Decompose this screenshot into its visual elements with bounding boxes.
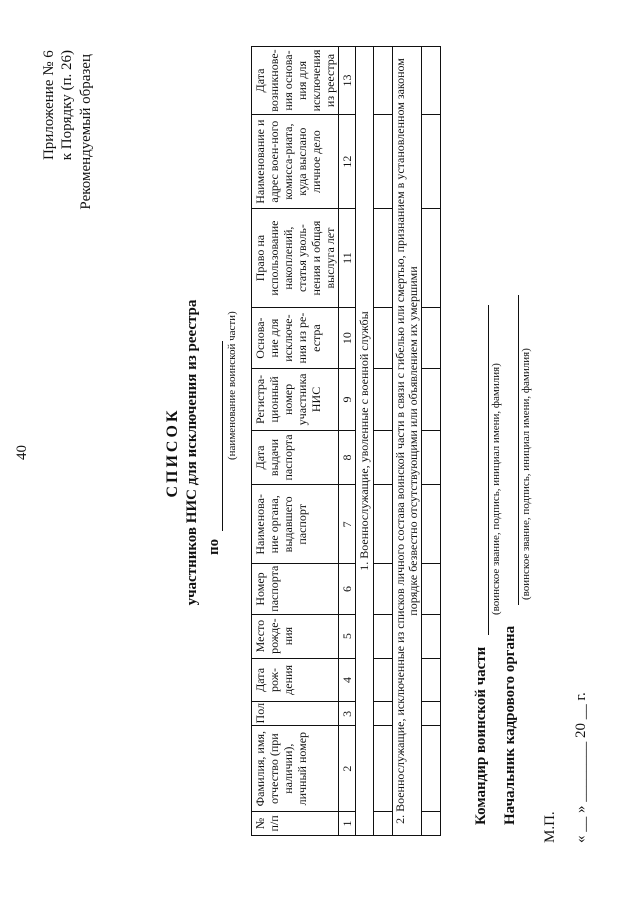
table-cell[interactable] (422, 658, 441, 702)
appendix-line-2: к Порядку (п. 26) (59, 50, 75, 161)
table-cell[interactable] (374, 47, 393, 115)
commander-hint: (воинское звание, подпись, инициал имени, фамилия) (490, 363, 502, 615)
table-cell[interactable] (422, 369, 441, 430)
table-cell[interactable] (422, 307, 441, 368)
header-cell: Фамилия, имя, отчество (при наличии), личный номер (252, 726, 339, 811)
hr-hint: (воинское звание, подпись, инициал имени, фамилия) (520, 348, 532, 600)
header-cell: Основа-ние для исключе-ния из ре-естра (252, 307, 339, 368)
unit-hint: (наименование воинской части) (226, 311, 238, 460)
column-number: 8 (339, 430, 356, 485)
header-cell: Дата рож-дения (252, 658, 339, 702)
header-cell: Дата возникнове-ния основа-ния для исключения из реестра (252, 47, 339, 115)
table-cell[interactable] (374, 369, 393, 430)
column-number: 11 (339, 209, 356, 308)
unit-name-line (208, 341, 223, 531)
table-cell[interactable] (374, 485, 393, 564)
commander-signature-line (488, 305, 489, 635)
header-cell: Место рожде-ния (252, 614, 339, 658)
header-cell: Право на использование накоплений, статья уволь-нения и общая выслуга лет (252, 209, 339, 308)
table-cell[interactable] (374, 614, 393, 658)
column-number: 12 (339, 115, 356, 209)
column-number: 13 (339, 47, 356, 115)
appendix-reference (40, 50, 76, 160)
commander-label: Командир воинской части (473, 646, 489, 825)
table-cell[interactable] (374, 811, 393, 835)
header-cell: Пол (252, 702, 339, 726)
table-cell[interactable] (374, 115, 393, 209)
table-cell[interactable] (374, 658, 393, 702)
table-cell[interactable] (422, 811, 441, 835)
table-cell[interactable] (422, 115, 441, 209)
table-cell[interactable] (422, 702, 441, 726)
section-1-heading: 1. Военнослужащие, уволенные с военной службы (356, 47, 374, 836)
table-cell[interactable] (422, 209, 441, 308)
column-number: 3 (339, 702, 356, 726)
table-cell[interactable] (422, 614, 441, 658)
table-cell[interactable] (422, 430, 441, 485)
unit-byline (206, 341, 223, 555)
table-cell[interactable] (374, 564, 393, 614)
table-row (422, 47, 441, 836)
table-cell[interactable] (374, 726, 393, 811)
section-2-heading: 2. Военнослужащие, исключенные из списков личного состава воинской части в связи с гибелью или смертью, признанием в установленном законом порядке безвестно отсутствующими или объявлением их умершими (393, 47, 422, 836)
header-cell: Наименование и адрес воен-ного комисса-риата, куда выслано личное дело (252, 115, 339, 209)
column-number: 10 (339, 307, 356, 368)
table-header-row (252, 47, 339, 836)
document-title: СПИСОК (164, 407, 181, 498)
column-number: 6 (339, 564, 356, 614)
page-number: 40 (14, 445, 30, 460)
recommended-sample: Рекомендуемый образец (78, 54, 94, 210)
column-number-row (339, 47, 356, 836)
table-row (374, 47, 393, 836)
table-cell[interactable] (422, 564, 441, 614)
table-cell[interactable] (374, 209, 393, 308)
table-cell[interactable] (422, 485, 441, 564)
header-cell: Наименова-ние органа, выдавшего паспорт (252, 485, 339, 564)
table-cell[interactable] (422, 726, 441, 811)
column-number: 9 (339, 369, 356, 430)
date-line: « __ » ________ 20 __ г. (573, 692, 589, 843)
by-prefix: по (206, 538, 222, 555)
column-number: 7 (339, 485, 356, 564)
appendix-line-1: Приложение № 6 (41, 50, 57, 161)
stamp-place: М.П. (542, 811, 558, 843)
column-number: 5 (339, 614, 356, 658)
column-number: 2 (339, 726, 356, 811)
registry-table (251, 46, 441, 836)
section-row (393, 47, 422, 836)
header-cell: № п/п (252, 811, 339, 835)
hr-head-label: Начальник кадрового органа (502, 625, 518, 825)
header-cell: Номер паспорта (252, 564, 339, 614)
table-cell[interactable] (422, 47, 441, 115)
table-cell[interactable] (374, 430, 393, 485)
table-cell[interactable] (374, 702, 393, 726)
hr-signature-line (518, 295, 519, 605)
table-cell[interactable] (374, 307, 393, 368)
section-row (356, 47, 374, 836)
column-number: 1 (339, 811, 356, 835)
column-number: 4 (339, 658, 356, 702)
document-subtitle: участников НИС для исключения из реестра (184, 299, 200, 606)
header-cell: Дата выдачи паспорта (252, 430, 339, 485)
header-cell: Регистра-ционный номер участника НИС (252, 369, 339, 430)
